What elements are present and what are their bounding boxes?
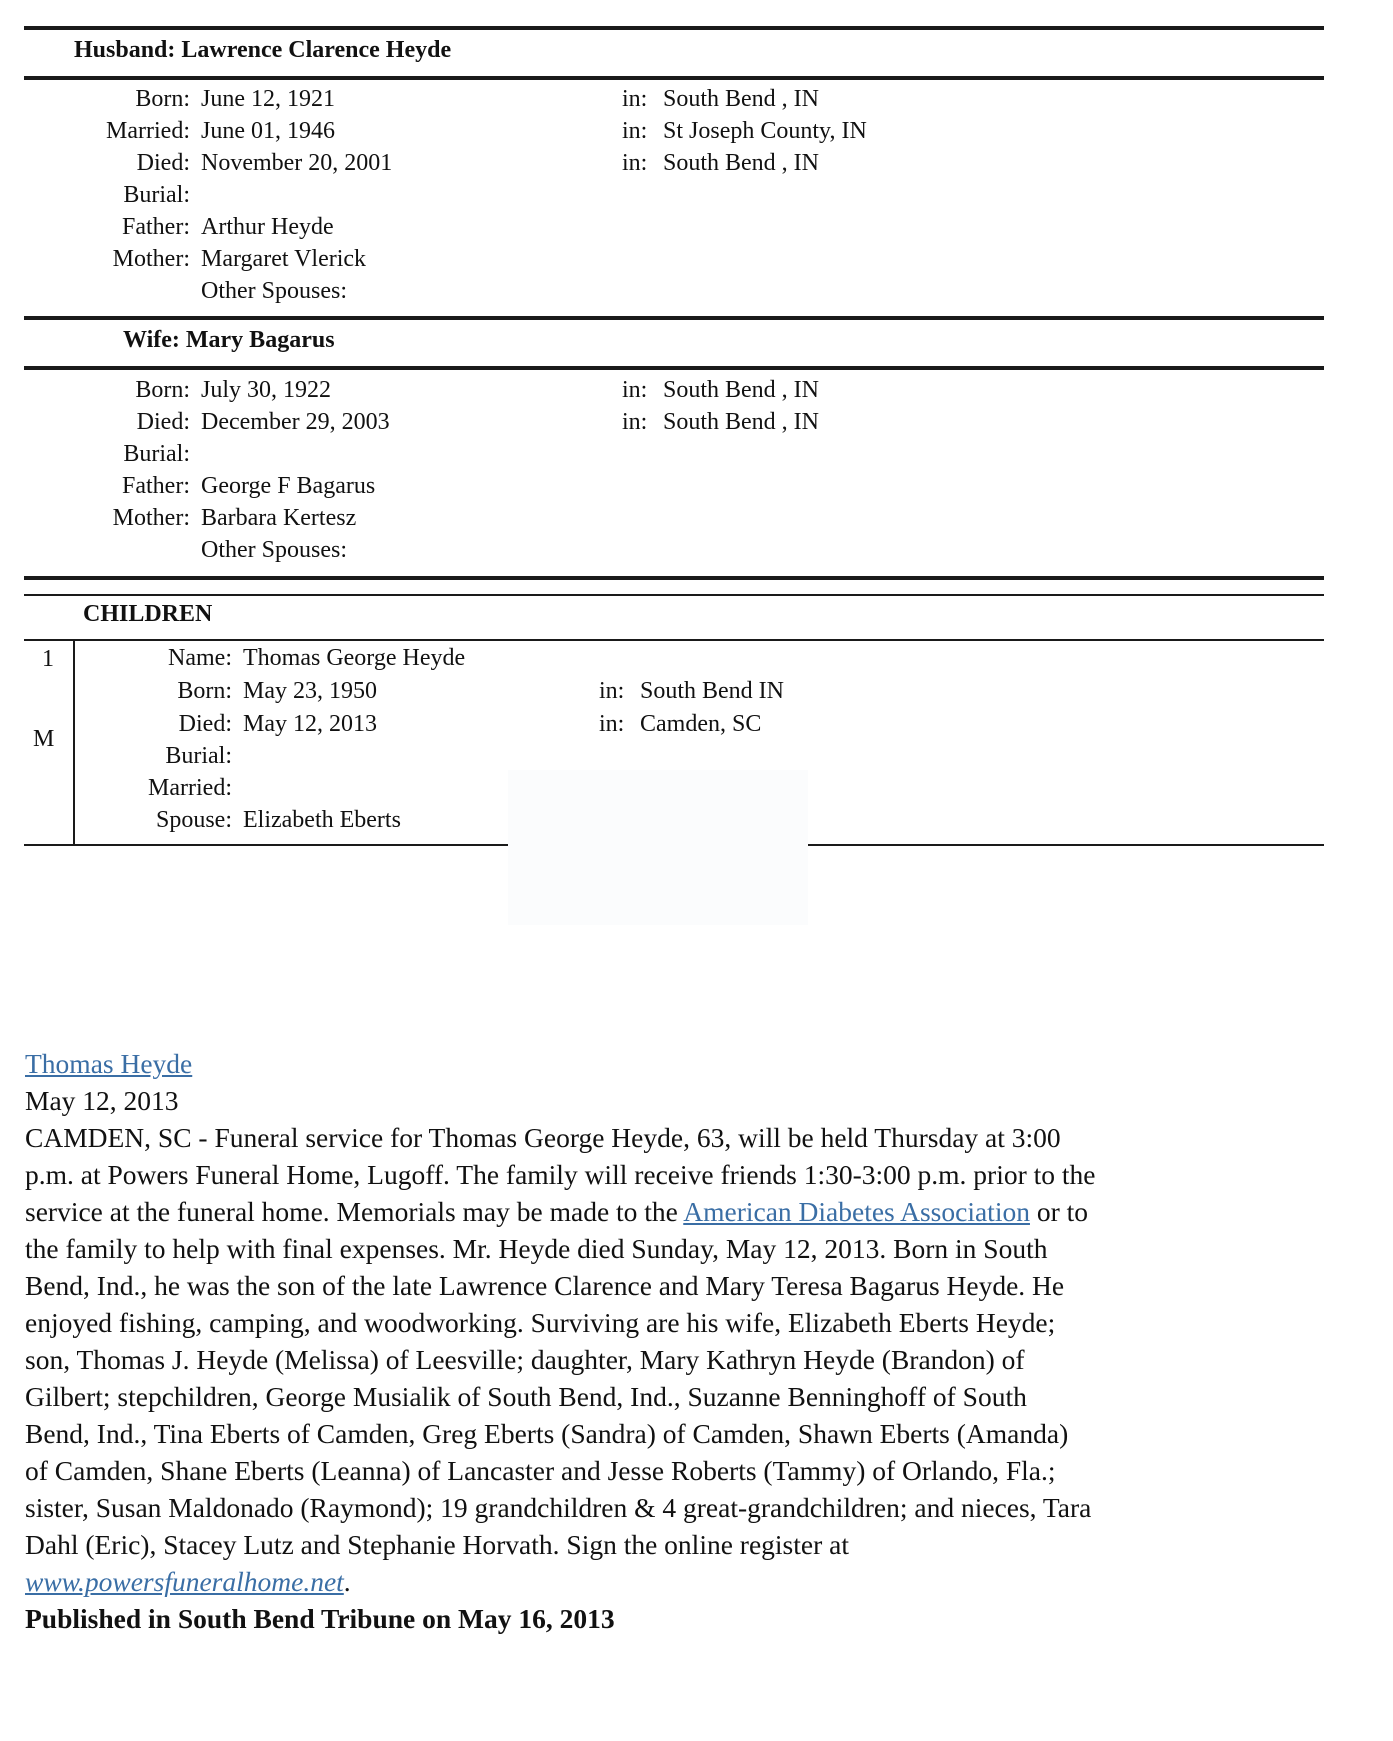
husband-mother-label: Mother: [112,246,190,272]
husband-name: Lawrence Clarence Heyde [181,37,452,63]
wife-burial-label: Burial: [123,441,190,467]
husband-married-place: St Joseph County, IN [663,118,867,144]
obituary-line: son, Thomas J. Heyde (Melissa) of Leesville; daughter, Mary Kathryn Heyde (Brandon) of [25,1344,1025,1375]
husband-died-place: South Bend , IN [663,150,819,176]
divider-rule [24,639,1324,641]
wife-father-value: George F Bagarus [201,473,376,499]
divider-rule [24,576,1324,580]
husband-married-in-label: in: [622,118,648,144]
divider-rule [24,76,1324,80]
child-spouse-label: Spouse: [155,807,232,833]
husband-married-label: Married: [106,118,190,144]
child-name-label: Name: [168,645,232,671]
wife-heading-label: Wife: [123,327,180,353]
obituary-line: enjoyed fishing, camping, and woodworking. Surviving are his wife, Elizabeth Eberts Heyde; [25,1307,1056,1338]
husband-born-label: Born: [135,86,190,112]
divider-rule [24,26,1324,30]
paper-smudge [508,770,808,925]
obituary-line: Bend, Ind., he was the son of the late Lawrence Clarence and Mary Teresa Bagarus Heyde. He [25,1270,1065,1301]
obituary-title-link[interactable]: Thomas Heyde [25,1048,193,1079]
wife-mother-label: Mother: [112,505,190,531]
obituary-line: Bend, Ind., Tina Eberts of Camden, Greg Eberts (Sandra) of Camden, Shawn Eberts (Amanda) [25,1418,1069,1449]
wife-other-spouses-label: Other Spouses: [201,537,347,563]
divider-rule [24,316,1324,320]
children-heading: CHILDREN [83,601,213,627]
url-suffix: . [343,1566,351,1597]
obituary-line [25,1193,1325,1230]
wife-born-value: July 30, 1922 [201,377,332,403]
husband-died-in-label: in: [622,150,648,176]
obituary-text: or to [1029,1196,1089,1227]
obituary-line: sister, Susan Maldonado (Raymond); 19 grandchildren & 4 great-grandchildren; and nieces, Tara [25,1492,1092,1523]
divider-rule [24,594,1324,596]
published-note: Published in South Bend Tribune on May 16, 2013 [25,1603,615,1634]
obituary-text: service at the funeral home. Memorials may be made to the [25,1196,684,1227]
divider-rule [24,366,1324,370]
child-burial-label: Burial: [165,743,232,769]
husband-died-value: November 20, 2001 [201,150,393,176]
funeral-home-url-link[interactable]: www.powersfuneralhome.net [25,1566,344,1597]
child-sex: M [33,726,55,752]
husband-died-label: Died: [136,150,190,176]
husband-married-value: June 01, 1946 [201,118,335,144]
wife-died-label: Died: [136,409,190,435]
obituary-url-line [25,1563,1325,1600]
child-died-label: Died: [178,711,232,737]
child-born-in-label: in: [599,678,625,704]
husband-heading-label: Husband: [74,37,176,63]
husband-heading [74,37,451,64]
husband-father-value: Arthur Heyde [201,214,334,240]
wife-died-value: December 29, 2003 [201,409,390,435]
husband-born-in-label: in: [622,86,648,112]
husband-burial-label: Burial: [123,182,190,208]
obituary-line: the family to help with final expenses. Mr. Heyde died Sunday, May 12, 2013. Born in South [25,1233,1048,1264]
child-born-place: South Bend IN [640,678,784,704]
wife-name: Mary Bagarus [185,327,335,353]
obituary-line: CAMDEN, SC - Funeral service for Thomas George Heyde, 63, will be held Thursday at 3:00 [25,1122,1061,1153]
wife-born-in-label: in: [622,377,648,403]
child-died-place: Camden, SC [640,711,762,737]
husband-other-spouses-label: Other Spouses: [201,278,347,304]
obituary-line: Dahl (Eric), Stacey Lutz and Stephanie Horvath. Sign the online register at [25,1529,849,1560]
child-died-value: May 12, 2013 [243,711,377,737]
child-spouse-value: Elizabeth Eberts [243,807,401,833]
husband-father-label: Father: [122,214,190,240]
obituary [25,1045,1325,1637]
obituary-line: of Camden, Shane Eberts (Leanna) of Lancaster and Jesse Roberts (Tammy) of Orlando, Fla.; [25,1455,1056,1486]
obituary-date: May 12, 2013 [25,1085,179,1116]
child-born-label: Born: [177,678,232,704]
obituary-line: p.m. at Powers Funeral Home, Lugoff. The family will receive friends 1:30-3:00 p.m. prior to the [25,1159,1096,1190]
diabetes-association-link[interactable]: American Diabetes Association [683,1196,1030,1227]
child-died-in-label: in: [599,711,625,737]
wife-father-label: Father: [122,473,190,499]
husband-mother-value: Margaret Vlerick [201,246,367,272]
wife-heading [123,327,335,354]
husband-born-value: June 12, 1921 [201,86,335,112]
wife-born-place: South Bend , IN [663,377,819,403]
child-name-value: Thomas George Heyde [243,645,466,671]
child-married-label: Married: [148,775,232,801]
wife-died-in-label: in: [622,409,648,435]
wife-died-place: South Bend , IN [663,409,819,435]
wife-mother-value: Barbara Kertesz [201,505,357,531]
obituary-line: Gilbert; stepchildren, George Musialik of South Bend, Ind., Suzanne Benninghoff of South [25,1381,1027,1412]
husband-born-place: South Bend , IN [663,86,819,112]
child-born-value: May 23, 1950 [243,678,377,704]
child-number: 1 [42,646,54,672]
wife-born-label: Born: [135,377,190,403]
